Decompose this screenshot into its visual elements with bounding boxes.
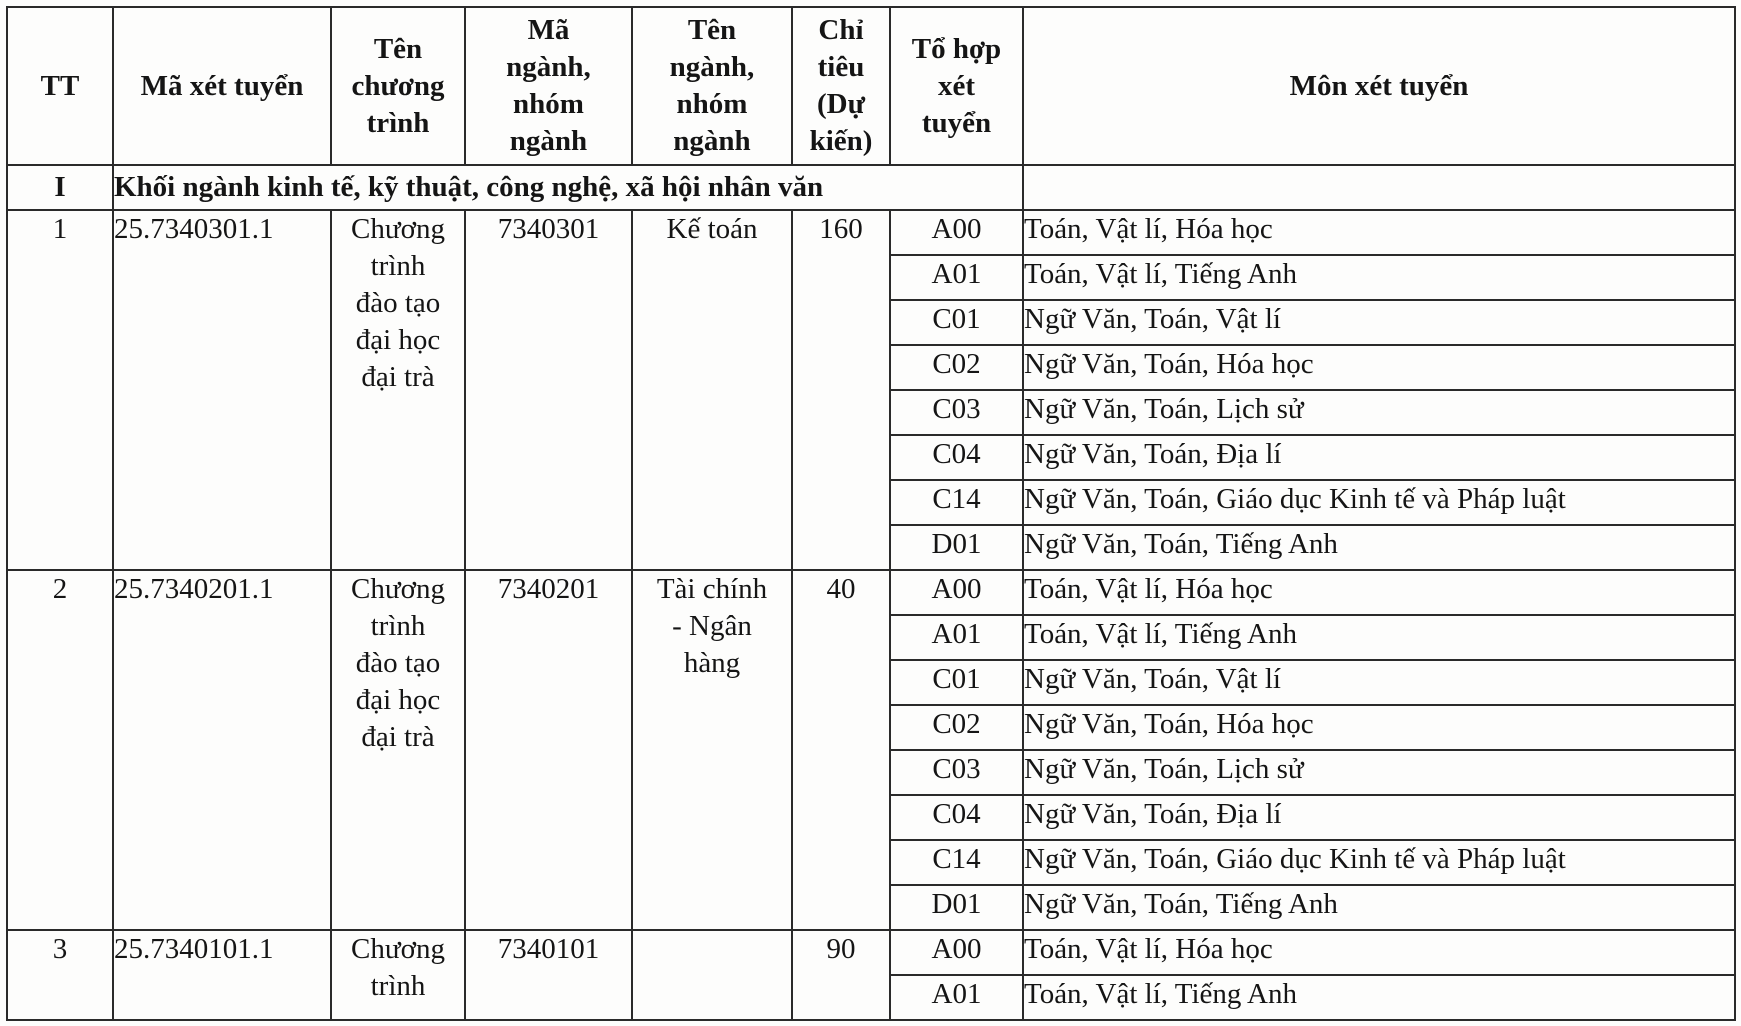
combo-code: C01 xyxy=(890,660,1023,705)
program-line: Chương xyxy=(351,213,445,245)
combo-code: C04 xyxy=(890,435,1023,480)
row-ma-nganh: 7340201 xyxy=(465,570,632,930)
header-line: ngành, xyxy=(506,51,591,83)
program-line: trình xyxy=(370,970,426,1002)
program-line: đại học xyxy=(355,684,441,716)
header-line: trình xyxy=(366,106,430,139)
header-mon-xet-tuyen: Môn xét tuyển xyxy=(1023,7,1735,165)
combo-code: C14 xyxy=(890,480,1023,525)
combo-code: C02 xyxy=(890,705,1023,750)
combo-code: D01 xyxy=(890,885,1023,930)
header-line: nhóm xyxy=(513,88,584,120)
header-line: kiến) xyxy=(809,125,873,157)
combo-code: A00 xyxy=(890,210,1023,255)
combo-code: D01 xyxy=(890,525,1023,570)
row-chi-tieu: 90 xyxy=(792,930,890,1020)
row-ten-chuong-trinh xyxy=(331,210,465,570)
header-line: xét xyxy=(937,69,976,102)
combo-subjects: Ngữ Văn, Toán, Lịch sử xyxy=(1023,390,1735,435)
row-ma-xet-tuyen: 25.7340301.1 xyxy=(113,210,331,570)
combo-subjects: Toán, Vật lí, Tiếng Anh xyxy=(1023,615,1735,660)
section-number: I xyxy=(7,165,113,210)
row-ma-nganh: 7340301 xyxy=(465,210,632,570)
combo-subjects: Ngữ Văn, Toán, Giáo dục Kinh tế và Pháp luật xyxy=(1023,840,1735,885)
row-tt: 1 xyxy=(7,210,113,570)
program-line: Chương xyxy=(351,573,445,605)
combo-code: A00 xyxy=(890,930,1023,975)
header-line: Mã xyxy=(527,14,570,46)
table-row xyxy=(7,210,1735,255)
table-row xyxy=(7,930,1735,975)
header-line: chương xyxy=(351,69,445,102)
row-tt: 3 xyxy=(7,930,113,1020)
row-ten-nganh xyxy=(632,210,792,570)
combo-code: A01 xyxy=(890,615,1023,660)
major-name-line: Kế toán xyxy=(666,213,758,245)
header-line: Tên xyxy=(373,32,423,65)
combo-subjects: Toán, Vật lí, Hóa học xyxy=(1023,930,1735,975)
combo-code: C03 xyxy=(890,750,1023,795)
combo-code: C03 xyxy=(890,390,1023,435)
program-line: đào tạo xyxy=(355,287,441,319)
header-line: Tổ hợp xyxy=(911,32,1002,65)
combo-subjects: Ngữ Văn, Toán, Tiếng Anh xyxy=(1023,525,1735,570)
row-tt: 2 xyxy=(7,570,113,930)
combo-code: A01 xyxy=(890,975,1023,1020)
combo-subjects: Ngữ Văn, Toán, Vật lí xyxy=(1023,660,1735,705)
header-to-hop xyxy=(890,7,1023,165)
row-ma-nganh: 7340101 xyxy=(465,930,632,1020)
major-name-line: hàng xyxy=(683,647,741,679)
row-ten-chuong-trinh xyxy=(331,930,465,1020)
combo-subjects: Ngữ Văn, Toán, Giáo dục Kinh tế và Pháp luật xyxy=(1023,480,1735,525)
header-ma-xet-tuyen: Mã xét tuyển xyxy=(113,7,331,165)
combo-code: A00 xyxy=(890,570,1023,615)
row-ma-xet-tuyen: 25.7340201.1 xyxy=(113,570,331,930)
row-ten-chuong-trinh xyxy=(331,570,465,930)
header-line: ngành xyxy=(673,125,751,157)
program-line: đại học xyxy=(355,324,441,356)
combo-subjects: Ngữ Văn, Toán, Tiếng Anh xyxy=(1023,885,1735,930)
header-line: (Dự xyxy=(816,88,865,120)
combo-subjects: Ngữ Văn, Toán, Hóa học xyxy=(1023,345,1735,390)
program-line: trình xyxy=(370,250,426,282)
section-row xyxy=(7,165,1735,210)
combo-subjects: Toán, Vật lí, Hóa học xyxy=(1023,570,1735,615)
combo-subjects: Ngữ Văn, Toán, Hóa học xyxy=(1023,705,1735,750)
section-title: Khối ngành kinh tế, kỹ thuật, công nghệ, xã hội nhân văn xyxy=(113,165,1023,210)
program-line: đại trà xyxy=(361,361,435,393)
combo-code: C04 xyxy=(890,795,1023,840)
header-ten-nganh xyxy=(632,7,792,165)
combo-subjects: Toán, Vật lí, Hóa học xyxy=(1023,210,1735,255)
header-chi-tieu xyxy=(792,7,890,165)
row-chi-tieu: 40 xyxy=(792,570,890,930)
row-ma-xet-tuyen: 25.7340101.1 xyxy=(113,930,331,1020)
admission-table xyxy=(6,6,1736,1021)
table-row xyxy=(7,570,1735,615)
row-chi-tieu: 160 xyxy=(792,210,890,570)
combo-subjects: Ngữ Văn, Toán, Địa lí xyxy=(1023,435,1735,480)
major-name-line: - Ngân xyxy=(672,610,752,642)
header-line: nhóm xyxy=(676,88,748,120)
combo-code: C01 xyxy=(890,300,1023,345)
program-line: trình xyxy=(370,610,426,642)
header-row xyxy=(7,7,1735,165)
header-line: tiêu xyxy=(817,51,865,83)
row-ten-nganh xyxy=(632,930,792,1020)
program-line: đại trà xyxy=(361,721,435,753)
header-ma-nganh xyxy=(465,7,632,165)
row-ten-nganh xyxy=(632,570,792,930)
combo-subjects: Ngữ Văn, Toán, Vật lí xyxy=(1023,300,1735,345)
header-line: ngành, xyxy=(669,51,755,83)
combo-subjects: Toán, Vật lí, Tiếng Anh xyxy=(1023,255,1735,300)
combo-subjects: Ngữ Văn, Toán, Lịch sử xyxy=(1023,750,1735,795)
header-line: Chỉ xyxy=(818,14,864,46)
major-name-line: Tài chính xyxy=(656,573,768,605)
combo-subjects: Toán, Vật lí, Tiếng Anh xyxy=(1023,975,1735,1020)
header-ten-chuong-trinh xyxy=(331,7,465,165)
header-line: tuyển xyxy=(921,106,992,139)
combo-code: C02 xyxy=(890,345,1023,390)
program-line: đào tạo xyxy=(355,647,441,679)
combo-subjects: Ngữ Văn, Toán, Địa lí xyxy=(1023,795,1735,840)
program-line: Chương xyxy=(351,933,445,965)
header-line: ngành xyxy=(509,125,588,157)
header-tt: TT xyxy=(7,7,113,165)
combo-code: C14 xyxy=(890,840,1023,885)
section-empty-cell xyxy=(1023,165,1735,210)
combo-code: A01 xyxy=(890,255,1023,300)
header-line: Tên xyxy=(687,14,737,46)
